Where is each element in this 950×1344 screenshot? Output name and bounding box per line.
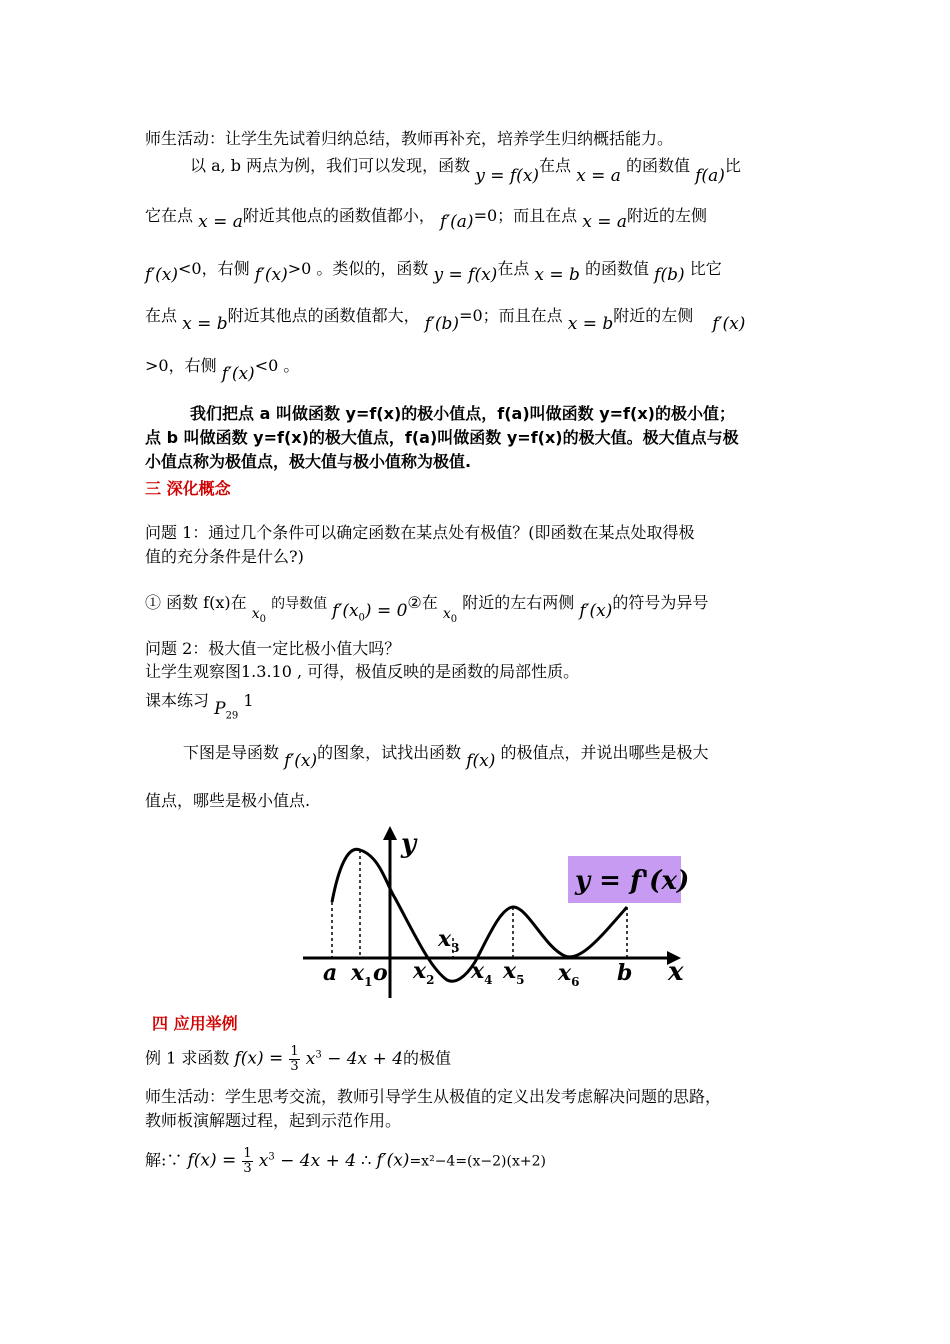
example-1: 例 1 求函数 f(x) = $\frac{1}{3}$ $x^3 - 4x + 4$的极值: [145, 1043, 452, 1074]
y-axis-arrow: [383, 826, 397, 840]
activity-line-1: 师生活动：学生思考交流，教师引导学生从极值的定义出发考虑解决问题的思路，: [145, 1087, 722, 1106]
paragraph-line-1: 以 a, b 两点为例，我们可以发现，函数 y = f(x)在点 x = a 的函数值 f(a)比: [190, 156, 741, 186]
paragraph-line-4: 在点 x = b附近其他点的函数值都大， f′(b)=0；而且在点 x = b附近的左侧 f′(x): [145, 306, 746, 334]
activity-text: 师生活动：让学生先试着归纳总结，教师再补充，培养学生归纳概括能力。: [145, 129, 674, 148]
task-line-1: 下图是导函数 f′(x)的图象，试找出函数 f(x) 的极值点，并说出哪些是极大: [183, 743, 709, 771]
label-x4: $x_4$: [471, 958, 493, 987]
derivative-graph: [295, 820, 695, 1005]
label-a: a: [323, 960, 338, 986]
label-x3: $x_3$: [438, 926, 460, 955]
question-2: 问题 2：极大值一定比极小值大吗？: [145, 639, 401, 658]
question-1-line-1: 问题 1：通过几个条件可以确定函数在某点处有极值？(即函数在某点处取得极: [145, 523, 695, 542]
y-axis-label: y: [401, 829, 417, 859]
question-1-line-2: 值的充分条件是什么?): [145, 547, 304, 566]
definition-line-1: 我们把点 a 叫做函数 y=f(x)的极小值点，f(a)叫做函数 y=f(x)的极小值；: [190, 404, 735, 423]
fraction-one-third: $\frac{1}{3}$: [290, 1043, 299, 1074]
definition-line-2: 点 b 叫做函数 y=f(x)的极大值点，f(a)叫做函数 y=f(x)的极大值。极大值点与极: [145, 428, 739, 447]
label-x1: $x_1$: [351, 960, 373, 989]
definition-line-3: 小值点称为极值点，极大值与极小值称为极值.: [145, 452, 472, 471]
x-axis-label: x: [668, 957, 684, 987]
paragraph-line-2: 它在点 x = a附近其他点的函数值都小， f′(a)=0；而且在点 x = a附近的左侧: [145, 206, 708, 232]
section-heading-3: 三 深化概念: [145, 479, 231, 498]
label-x2: $x_2$: [413, 958, 435, 987]
observe-text: 让学生观察图1.3.10 , 可得，极值反映的是函数的局部性质。: [145, 662, 580, 681]
paragraph-line-5: >0，右侧 f′(x)<0 。: [145, 356, 300, 384]
label-x6: $x_6$: [558, 960, 580, 989]
activity-line-2: 教师板演解题过程，起到示范作用。: [145, 1111, 402, 1130]
label-b: b: [617, 960, 633, 986]
exercise-text: 课本练习 $P_{29}$ 1: [145, 691, 254, 722]
fraction-one-third-2: $\frac{1}{3}$: [243, 1145, 252, 1176]
function-label: y = f'(x): [575, 866, 690, 896]
task-line-2: 值点，哪些是极小值点.: [145, 791, 311, 810]
section-heading-4: 四 应用举例: [152, 1014, 238, 1033]
condition-line: ① 函数 f(x)在 $x_0$ 的导数值 $f'(x_0)$ = 0②在 $x_0$ 附近的左右两侧 f′(x)的符号为异号: [145, 593, 709, 625]
label-x5: $x_5$: [503, 958, 525, 987]
solution-line: 解:∵ f(x) = $\frac{1}{3}$ $x^3 - 4x + 4$ ∴ f′(x)=x²−4=(x−2)(x+2): [145, 1145, 546, 1176]
paragraph-line-3: f′(x)<0，右侧 f′(x)>0 。类似的，函数 y = f(x)在点 x = b 的函数值 f(b) 比它: [145, 259, 722, 285]
origin-label: o: [373, 960, 388, 986]
